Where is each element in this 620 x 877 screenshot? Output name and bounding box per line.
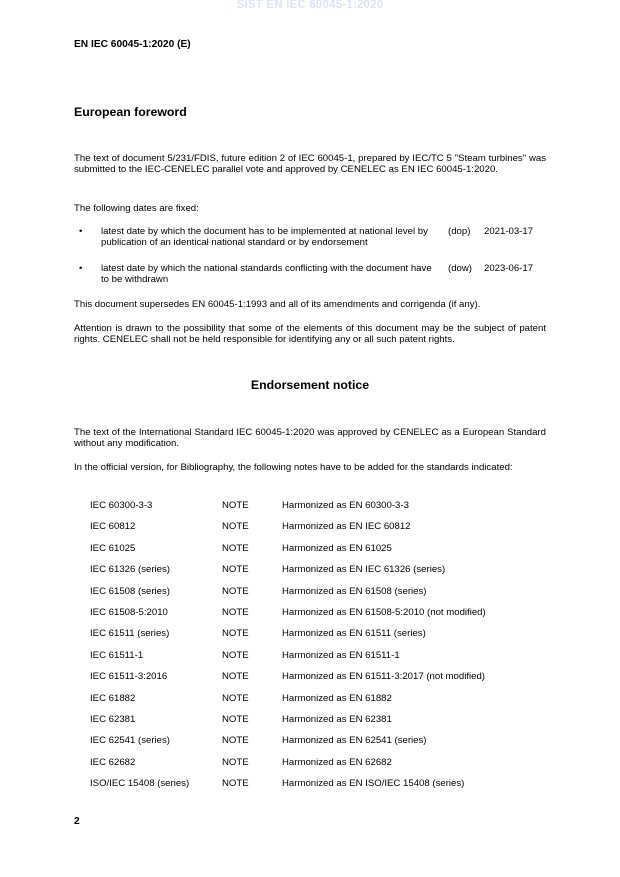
harmonized-text: Harmonized as EN 61511 (series) — [282, 628, 426, 640]
table-row — [90, 586, 550, 607]
bullet: • — [79, 226, 83, 237]
standard-id: IEC 61508 (series) — [90, 585, 170, 597]
note-label: NOTE — [222, 778, 249, 790]
dates-intro: The following dates are fixed: — [74, 203, 199, 214]
table-row — [90, 757, 550, 778]
standard-id: IEC 62682 — [90, 756, 136, 768]
watermark: SIST EN IEC 60045-1:2020 — [236, 0, 384, 11]
note-label: NOTE — [222, 606, 249, 618]
note-label: NOTE — [222, 713, 249, 725]
note-label: NOTE — [222, 564, 249, 576]
standard-id: IEC 61508-5:2010 — [90, 606, 168, 618]
harmonized-text: Harmonized as EN 61882 — [282, 692, 392, 704]
note-label: NOTE — [222, 628, 249, 640]
table-row — [90, 607, 550, 628]
standard-id: IEC 60300-3-3 — [90, 500, 153, 511]
harmonized-text: Harmonized as EN 61025 — [282, 542, 392, 554]
document-header: EN IEC 60045-1:2020 (E) — [74, 39, 191, 50]
bibliography-notes-table — [90, 500, 550, 799]
standard-id: IEC 61511-1 — [90, 649, 144, 661]
standard-id: IEC 62381 — [90, 713, 136, 725]
date-item-text: latest date by which the document has to be implemented at national level by publication of an identical national standard or by endorsement — [101, 226, 428, 248]
bullet: • — [79, 263, 83, 274]
standard-id: IEC 61511 (series) — [90, 628, 170, 640]
standard-id: IEC 61511-3:2016 — [90, 671, 168, 683]
harmonized-text: Harmonized as EN ISO/IEC 15408 (series) — [282, 778, 465, 790]
note-label: NOTE — [222, 671, 249, 683]
harmonized-text: Harmonized as EN 62682 — [282, 756, 392, 768]
harmonized-text: Harmonized as EN 60300-3-3 — [282, 500, 409, 511]
note-label: NOTE — [222, 500, 249, 511]
date-item-date: 2021-03-17 — [484, 226, 534, 237]
table-row — [90, 628, 550, 649]
standard-id: IEC 61882 — [90, 692, 136, 704]
harmonized-text: Harmonized as EN 61508 (series) — [282, 585, 427, 597]
harmonized-text: Harmonized as EN IEC 60812 — [282, 521, 411, 533]
harmonized-text: Harmonized as EN 61511-3:2017 (not modified) — [282, 671, 486, 683]
table-row — [90, 671, 550, 692]
note-label: NOTE — [222, 756, 249, 768]
page-number: 2 — [74, 816, 80, 827]
harmonized-text: Harmonized as EN 61508-5:2010 (not modified) — [282, 606, 486, 618]
endorsement-approval-paragraph: The text of the International Standard IEC 60045-1:2020 was approved by CENELEC as a European Standard without any modification. — [74, 427, 546, 449]
endorsement-notice-title: Endorsement notice — [250, 378, 370, 392]
date-item-dow — [74, 263, 546, 287]
table-row — [90, 521, 550, 542]
date-item-abbr: (dop) — [448, 226, 471, 237]
notes-intro-paragraph: In the official version, for Bibliography, the following notes have to be added for the standards indicated: — [74, 462, 513, 473]
table-row — [90, 714, 550, 735]
supersedes-paragraph: This document supersedes EN 60045-1:1993 and all of its amendments and corrigenda (if any). — [74, 299, 481, 310]
date-item-abbr: (dow) — [448, 263, 472, 274]
standard-id: IEC 62541 (series) — [90, 735, 170, 747]
european-foreword-title: European foreword — [74, 105, 187, 119]
harmonized-text: Harmonized as EN 61511-1 — [282, 649, 400, 661]
standard-id: IEC 60812 — [90, 521, 136, 533]
standard-id: ISO/IEC 15408 (series) — [90, 778, 190, 790]
table-row — [90, 735, 550, 756]
date-item-date: 2023-06-17 — [484, 263, 534, 274]
table-row — [90, 564, 550, 585]
date-item-dop — [74, 226, 546, 250]
note-label: NOTE — [222, 521, 249, 533]
table-row — [90, 693, 550, 714]
note-label: NOTE — [222, 585, 249, 597]
table-row — [90, 650, 550, 671]
table-row — [90, 500, 550, 521]
attention-paragraph: Attention is drawn to the possibility that some of the elements of this document may be the subject of patent rights. CENELEC shall not be held responsible for identifying any or all such patent rights. — [74, 323, 546, 345]
note-label: NOTE — [222, 692, 249, 704]
harmonized-text: Harmonized as EN IEC 61326 (series) — [282, 564, 446, 576]
foreword-intro-paragraph: The text of document 5/231/FDIS, future edition 2 of IEC 60045-1, prepared by IEC/TC 5 "Steam turbines" was submitted to the IEC-CENELEC parallel vote and approved by CENELEC as EN IEC 60045-1:2020. — [74, 153, 546, 175]
note-label: NOTE — [222, 735, 249, 747]
date-item-text: latest date by which the national standards conflicting with the document have to be withdrawn — [101, 263, 432, 285]
standard-id: IEC 61025 — [90, 542, 136, 554]
standard-id: IEC 61326 (series) — [90, 564, 170, 576]
note-label: NOTE — [222, 542, 249, 554]
harmonized-text: Harmonized as EN 62381 — [282, 713, 392, 725]
table-row — [90, 543, 550, 564]
note-label: NOTE — [222, 649, 249, 661]
table-row — [90, 778, 550, 799]
harmonized-text: Harmonized as EN 62541 (series) — [282, 735, 427, 747]
